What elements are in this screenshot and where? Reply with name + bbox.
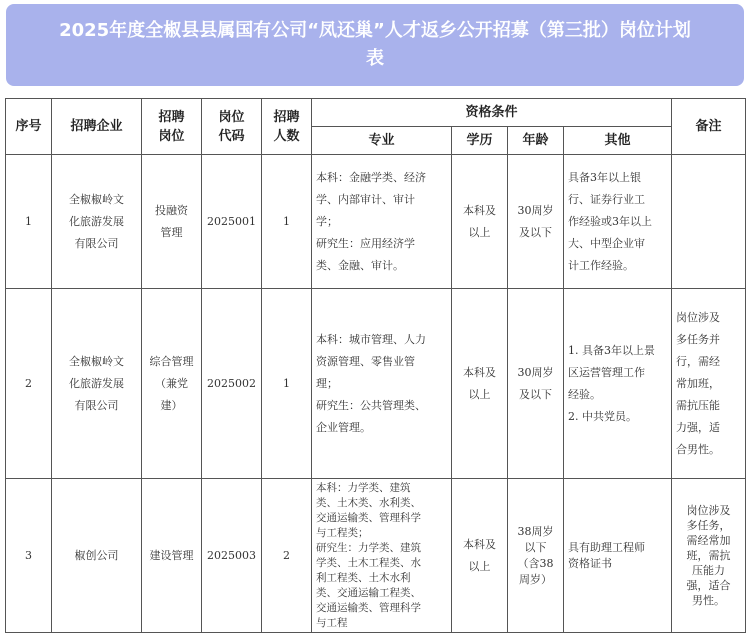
table-row <box>6 479 746 633</box>
header-other: 其他 <box>564 127 672 155</box>
cell-code: 2025003 <box>202 479 262 633</box>
cell-line: 及以下 <box>519 225 552 239</box>
cell-other <box>564 479 672 633</box>
cell-line: 多任务并 <box>676 332 721 346</box>
cell-line: 椒创公司 <box>74 548 119 562</box>
cell-line: 综合管理 <box>149 354 194 368</box>
cell-line: 类、交通运输工程类、 <box>316 586 421 599</box>
cell-line: 及以下 <box>519 387 552 401</box>
cell-line: 本科及 <box>463 365 496 379</box>
cell-major <box>312 289 452 479</box>
cell-code: 2025002 <box>202 289 262 479</box>
cell-line: 研究生：力学类、建筑 <box>316 541 421 554</box>
header-count-line1: 招聘 <box>273 109 300 125</box>
cell-company <box>52 289 142 479</box>
header-education: 学历 <box>452 127 508 155</box>
header-count <box>262 99 312 155</box>
cell-line: 企业管理。 <box>316 420 371 434</box>
cell-line: 1. 具备3年以上景 <box>568 343 655 357</box>
cell-line: 本科及 <box>463 203 496 217</box>
cell-line: 多任务， <box>686 519 731 532</box>
cell-line: 30周岁 <box>517 365 554 379</box>
cell-position <box>142 155 202 289</box>
header-age: 年龄 <box>508 127 564 155</box>
cell-line: 建设管理 <box>149 548 194 562</box>
cell-line: 投融资 <box>155 203 188 217</box>
cell-line: 具备3年以上银 <box>568 170 641 184</box>
cell-line: 化旅游发展 <box>69 214 124 228</box>
cell-education <box>452 289 508 479</box>
header-position <box>142 99 202 155</box>
cell-line: 常加班， <box>676 376 721 390</box>
cell-remarks <box>672 289 746 479</box>
cell-line: 学类、土木工程类、水 <box>316 556 421 569</box>
cell-line: （兼党 <box>155 376 188 390</box>
page-title-line2: 表 <box>365 48 384 69</box>
header-code-line1: 岗位 <box>218 109 245 125</box>
cell-line: （含38 <box>517 556 554 570</box>
cell-count: 1 <box>262 155 312 289</box>
header-company: 招聘企业 <box>52 99 142 155</box>
cell-remarks <box>672 155 746 289</box>
cell-line: 以上 <box>468 387 491 401</box>
cell-line: 男性。 <box>692 594 726 607</box>
cell-line: 力强，适 <box>676 420 721 434</box>
cell-line: 资格证书 <box>568 556 612 570</box>
table-row <box>6 155 746 289</box>
cell-line: 有限公司 <box>74 398 119 412</box>
cell-line: 38周岁 <box>517 524 554 538</box>
header-remarks: 备注 <box>672 99 746 155</box>
cell-line: 周岁） <box>519 572 552 586</box>
cell-line: 化旅游发展 <box>69 376 124 390</box>
cell-line: 利工程类、土木水利 <box>316 571 411 584</box>
cell-line: 2. 中共党员。 <box>568 409 637 423</box>
cell-line: 岗位涉及 <box>676 310 721 324</box>
cell-line: 类、金融、审计。 <box>316 258 404 272</box>
cell-company <box>52 155 142 289</box>
cell-line: 与工程类； <box>316 526 369 539</box>
cell-line: 理； <box>316 376 338 390</box>
cell-company <box>52 479 142 633</box>
cell-line: 学、内部审计、审计 <box>316 192 415 206</box>
cell-other <box>564 155 672 289</box>
header-position-line1: 招聘 <box>158 109 185 125</box>
cell-major <box>312 155 452 289</box>
cell-line: 全椒椒岭文 <box>69 192 124 206</box>
cell-line: 学； <box>316 214 338 228</box>
cell-line: 建） <box>160 398 183 412</box>
cell-code: 2025001 <box>202 155 262 289</box>
cell-position <box>142 289 202 479</box>
cell-line: 需经常加 <box>686 534 731 547</box>
cell-seq: 2 <box>6 289 52 479</box>
cell-line: 行，需经 <box>676 354 721 368</box>
cell-other <box>564 289 672 479</box>
cell-line: 行、证券行业工 <box>568 192 645 206</box>
cell-line: 本科：力学类、建筑 <box>316 481 411 494</box>
header-code <box>202 99 262 155</box>
cell-position <box>142 479 202 633</box>
cell-line: 交通运输类、管理科学 <box>316 601 421 614</box>
cell-line: 本科及 <box>463 537 496 551</box>
cell-age <box>508 155 564 289</box>
cell-line: 区运营管理工作 <box>568 365 645 379</box>
cell-line: 班，需抗 <box>686 549 731 562</box>
cell-line: 本科：金融学类、经济 <box>316 170 426 184</box>
cell-line: 全椒椒岭文 <box>69 354 124 368</box>
cell-line: 作经验或3年以上 <box>568 214 652 228</box>
cell-line: 研究生：应用经济学 <box>316 236 415 250</box>
page-title-line1: 2025年度全椒县县属国有公司“凤还巢”人才返乡公开招募（第三批）岗位计划 <box>59 20 691 41</box>
cell-line: 研究生：公共管理类、 <box>316 398 426 412</box>
cell-line: 本科：城市管理、人力 <box>316 332 426 346</box>
cell-line: 30周岁 <box>517 203 554 217</box>
header-count-line2: 人数 <box>273 128 300 144</box>
cell-line: 强，适合 <box>686 579 731 592</box>
header-seq: 序号 <box>6 99 52 155</box>
cell-line: 压能力 <box>692 564 726 577</box>
header-position-line2: 岗位 <box>158 128 185 144</box>
cell-line: 计工作经验。 <box>568 258 634 272</box>
header-code-line2: 代码 <box>218 128 245 144</box>
cell-count: 1 <box>262 289 312 479</box>
cell-line: 以上 <box>468 225 491 239</box>
cell-seq: 3 <box>6 479 52 633</box>
cell-line: 具有助理工程师 <box>568 540 645 554</box>
cell-age <box>508 289 564 479</box>
cell-line: 资源管理、零售业管 <box>316 354 415 368</box>
cell-line: 岗位涉及 <box>686 504 731 517</box>
cell-count: 2 <box>262 479 312 633</box>
cell-remarks <box>672 479 746 633</box>
cell-line: 有限公司 <box>74 236 119 250</box>
cell-line: 类、土木类、水利类、 <box>316 496 421 509</box>
cell-education <box>452 155 508 289</box>
header-qualifications: 资格条件 <box>312 99 672 127</box>
header-major: 专业 <box>312 127 452 155</box>
table-row <box>6 289 746 479</box>
page-title-banner <box>6 4 744 86</box>
cell-line: 经验。 <box>568 387 601 401</box>
recruitment-plan-table <box>5 98 746 633</box>
cell-line: 管理 <box>160 225 183 239</box>
cell-line: 合男性。 <box>676 442 721 456</box>
cell-age <box>508 479 564 633</box>
cell-major <box>312 479 452 633</box>
cell-line: 需抗压能 <box>676 398 721 412</box>
cell-line: 与工程 <box>316 616 348 629</box>
cell-line: 大、中型企业审 <box>568 236 645 250</box>
cell-line: 以上 <box>468 559 491 573</box>
cell-seq: 1 <box>6 155 52 289</box>
page-title <box>59 17 691 73</box>
cell-line: 交通运输类、管理科学 <box>316 511 421 524</box>
cell-line: 以下 <box>524 540 547 554</box>
cell-education <box>452 479 508 633</box>
